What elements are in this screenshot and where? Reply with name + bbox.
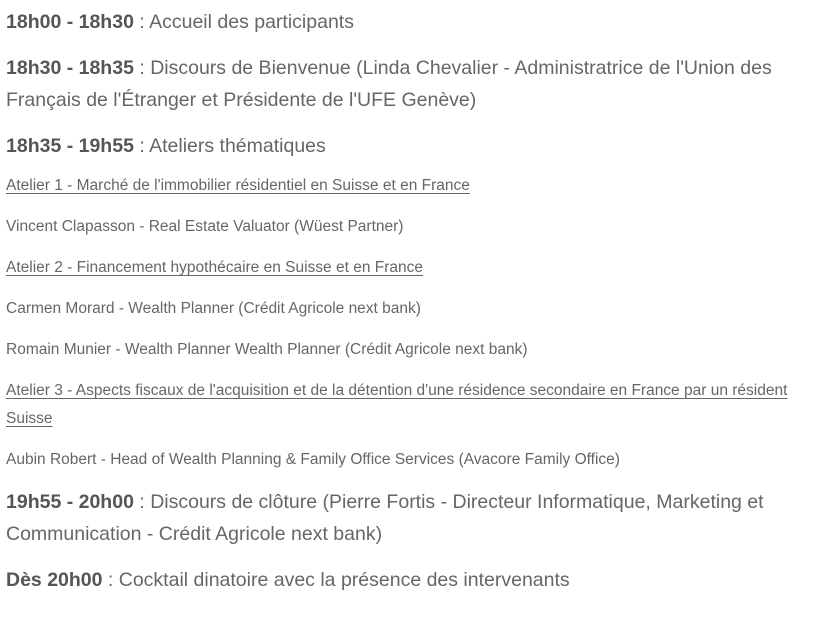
schedule-text: Discours de clôture (Pierre Fortis - Directeur Informatique, Marketing et Communication - Crédit Agricole next bank) <box>6 491 764 545</box>
schedule-item-closing-speech: 19h55 - 20h00 : Discours de clôture (Pierre Fortis - Directeur Informatique, Marketing et Communication - Crédit Agricole next bank) <box>6 491 764 545</box>
atelier-2-speaker-1: Carmen Morard - Wealth Planner (Crédit Agricole next bank) <box>6 300 421 317</box>
atelier-2-speaker-2: Romain Munier - Wealth Planner Wealth Planner (Crédit Agricole next bank) <box>6 341 528 358</box>
schedule-text: Discours de Bienvenue (Linda Chevalier - Administratrice de l'Union des Français de l'Étranger et Présidente de l'UFE Genève) <box>6 57 772 111</box>
schedule-time: 18h30 - 18h35 <box>6 57 134 79</box>
schedule-item-welcome: 18h00 - 18h30 : Accueil des participants <box>6 11 354 33</box>
schedule-time: 18h35 - 19h55 <box>6 135 134 157</box>
atelier-2-link[interactable]: Atelier 2 - Financement hypothécaire en Suisse et en France <box>6 259 424 276</box>
atelier-1-link[interactable]: Atelier 1 - Marché de l'immobilier résidentiel en Suisse et en France <box>6 177 470 194</box>
schedule-text: Cocktail dinatoire avec la présence des intervenants <box>118 569 570 591</box>
atelier-2-title[interactable] <box>6 254 818 282</box>
atelier-3-speaker: Aubin Robert - Head of Wealth Planning & Family Office Services (Avacore Family Office) <box>6 451 620 468</box>
schedule-item-opening-speech: 18h30 - 18h35 : Discours de Bienvenue (Linda Chevalier - Administratrice de l'Union des Français de l'Étranger et Présidente de l'UFE Genève) <box>6 57 772 111</box>
atelier-3-title[interactable] <box>6 377 818 433</box>
schedule-text: Accueil des participants <box>149 11 354 33</box>
schedule-text: Ateliers thématiques <box>149 135 326 157</box>
programme <box>6 6 818 596</box>
atelier-3-link[interactable]: Atelier 3 - Aspects fiscaux de l'acquisition et de la détention d'une résidence secondaire en France par un résident Suisse <box>6 382 788 427</box>
schedule-time: Dès 20h00 <box>6 569 103 591</box>
schedule-time: 19h55 - 20h00 <box>6 491 134 513</box>
schedule-time: 18h00 - 18h30 <box>6 11 134 33</box>
schedule-item-workshops: 18h35 - 19h55 : Ateliers thématiques <box>6 135 326 157</box>
atelier-1-speaker: Vincent Clapasson - Real Estate Valuator (Wüest Partner) <box>6 218 404 235</box>
schedule-item-cocktail: Dès 20h00 : Cocktail dinatoire avec la présence des intervenants <box>6 569 570 591</box>
atelier-1-title[interactable] <box>6 172 818 200</box>
